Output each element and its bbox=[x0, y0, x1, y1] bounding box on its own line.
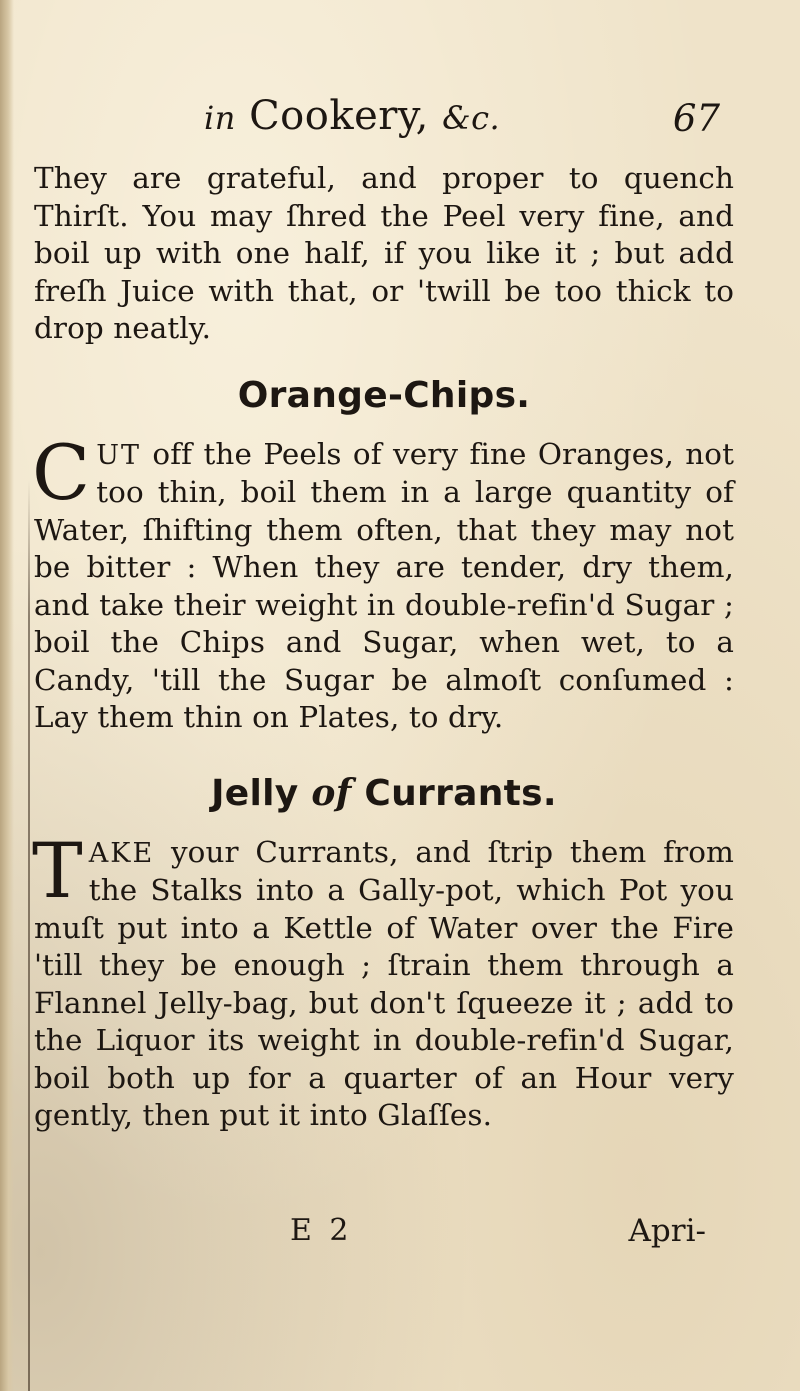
signature-mark: E 2 bbox=[290, 1212, 353, 1248]
binding-edge bbox=[28, 480, 30, 1391]
running-head-title bbox=[204, 93, 501, 139]
drop-cap: T bbox=[32, 825, 83, 915]
lead-caps: UT bbox=[96, 439, 142, 471]
recipe-body-jelly-of-currants bbox=[32, 825, 734, 1135]
catchword: Apri- bbox=[628, 1212, 706, 1249]
recipe-jelly-of-currants bbox=[32, 825, 734, 1135]
title-jelly: Jelly bbox=[211, 772, 299, 814]
recipe-body-orange-chips bbox=[32, 427, 734, 737]
recipe-text: your Currants, and ſtrip them from the Stalks into a Gally-pot, which Pot you muſt put into a Kettle of Water over the Fire 'till they be enough ; ſtrain them through a Flannel Jelly-bag, but don't ſqueeze it ; add to the Liquor its weight in double-refin'd Sugar, boil both up for a quarter of an Hour very gently, then put it into Glaſſes. bbox=[34, 834, 734, 1132]
recipe-title-orange-chips: Orange-Chips. bbox=[237, 374, 531, 416]
running-head-etc: &c. bbox=[442, 99, 501, 137]
recipe-text: off the Peels of very fine Oranges, not too thin, boil them in a large quantity of Water, ſhifting them often, that they may not be bitter : When they are tender, dry them, and take their weight in double-refin'd Sugar ; boil the Chips and Sugar, when wet, to a Candy, 'till the Sugar be almoſt conſumed : Lay them thin on Plates, to dry. bbox=[34, 436, 734, 734]
title-currants: Currants. bbox=[364, 772, 557, 814]
running-head-cookery: Cookery, bbox=[249, 93, 429, 139]
book-page bbox=[34, 92, 734, 1263]
recipe-orange-chips bbox=[32, 427, 734, 737]
title-of: of bbox=[311, 771, 352, 814]
page-number: 67 bbox=[672, 97, 720, 140]
drop-cap: C bbox=[32, 427, 91, 517]
recipe-title-jelly-of-currants bbox=[34, 771, 734, 814]
running-head bbox=[34, 92, 734, 160]
page-gutter-shadow bbox=[0, 0, 14, 1391]
intro-paragraph: They are grateful, and proper to quench Thirſt. You may ſhred the Peel very fine, and boil up with one half, if you like it ; but add freſh Juice with that, or 'twill be too thick to drop neatly. bbox=[34, 161, 734, 345]
running-head-in: in bbox=[204, 99, 236, 137]
lead-caps: AKE bbox=[88, 837, 155, 869]
page-footer bbox=[34, 1213, 734, 1263]
